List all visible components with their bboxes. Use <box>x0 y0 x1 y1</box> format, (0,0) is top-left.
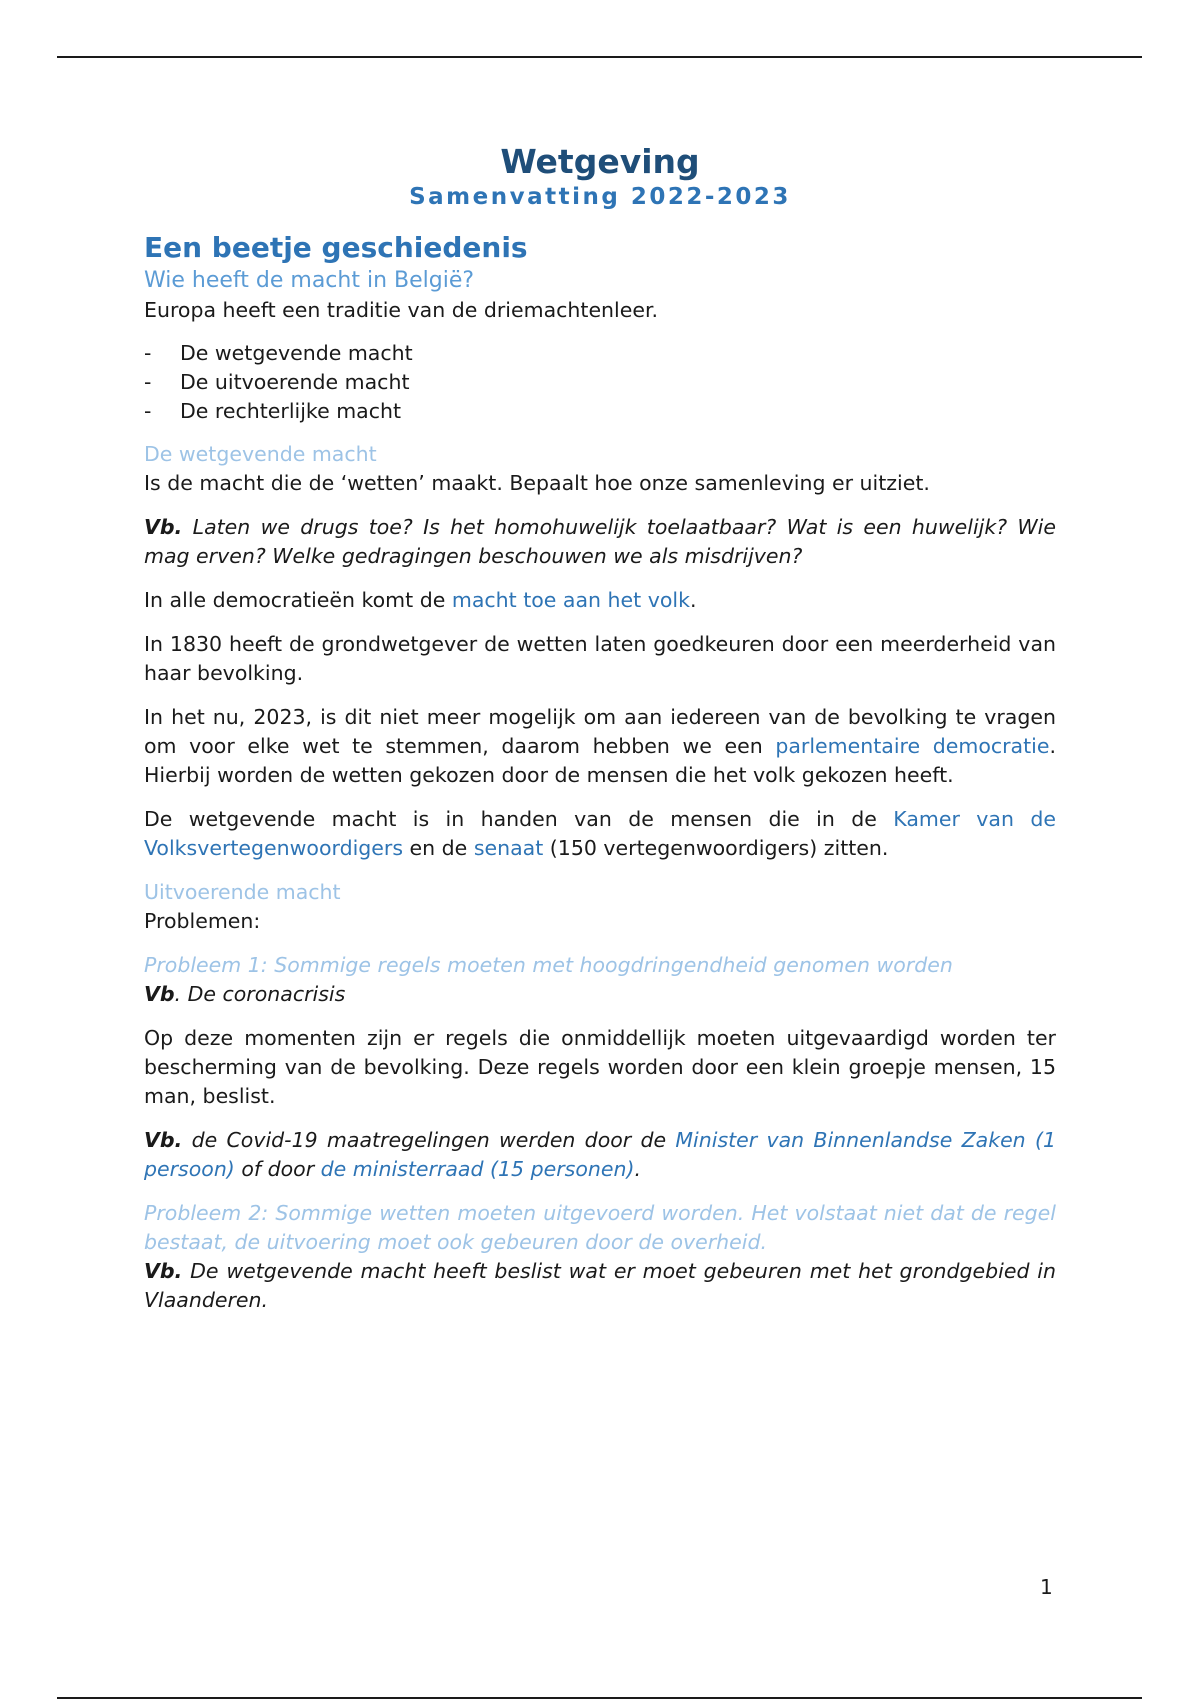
highlight-text: Minister van Binnenlandse Zaken (1 persoon) <box>144 1128 1056 1181</box>
text-span: In alle democratieën komt de <box>144 588 452 612</box>
text-span: In het nu, 2023, is dit niet meer mogelijk om aan iedereen van de bevolking te vragen om voor elke wet te stemmen, daarom hebben we een <box>144 705 1056 758</box>
paragraph-parlementaire <box>144 703 1056 790</box>
text-span: de Covid-19 maatregelingen werden door de <box>182 1128 676 1152</box>
section-heading-geschiedenis: Een beetje geschiedenis <box>144 231 528 264</box>
page-number: 1 <box>1040 1575 1053 1599</box>
list-item: - De wetgevende macht <box>144 339 1056 368</box>
heading-wetgevende-macht: De wetgevende macht <box>144 442 377 466</box>
paragraph-momenten: Op deze momenten zijn er regels die onmiddellijk moeten uitgevaardigd worden ter bescherming van de bevolking. Deze regels worden door een klein groepje mensen, 15 man, beslist. <box>144 1026 1056 1108</box>
text-span: . <box>634 1157 641 1181</box>
text-span: (150 vertegenwoordigers) zitten. <box>543 836 889 860</box>
document-body <box>144 142 1056 1330</box>
paragraph-democratie <box>144 586 1056 615</box>
highlight-text: senaat <box>473 836 544 860</box>
header-rule <box>57 56 1142 58</box>
text-span: en de <box>403 836 474 860</box>
example-label: Vb. <box>144 515 183 539</box>
example-coronacrisis <box>144 980 1056 1009</box>
example-wetgevend <box>144 513 1056 571</box>
highlight-text: Kamer van de Volksvertegenwoordigers <box>144 807 1056 860</box>
subheading-macht-belgie: Wie heeft de macht in België? <box>144 268 475 293</box>
heading-probleem-2: Probleem 2: Sommige wetten moeten uitgevoerd worden. Het volstaat niet dat de regel bestaat, de uitvoering moet ook gebeuren door de overheid. <box>144 1201 1056 1254</box>
text-span: . <box>689 588 697 612</box>
intro-paragraph: Europa heeft een traditie van de driemachtenleer. <box>144 298 659 322</box>
paragraph-problemen: Problemen: <box>144 909 261 933</box>
example-text: Laten we drugs toe? Is het homohuwelijk toelaatbaar? Wat is een huwelijk? Wie mag erven? Welke gedragingen beschouwen we als misdrijven? <box>144 515 1056 568</box>
example-label: Vb <box>144 982 175 1006</box>
highlight-text: parlementaire democratie <box>775 734 1050 758</box>
powers-list <box>144 339 1056 426</box>
example-text: . De coronacrisis <box>174 982 346 1006</box>
document-title: Wetgeving <box>500 142 700 181</box>
example-covid <box>144 1126 1056 1184</box>
heading-uitvoerende-macht: Uitvoerende macht <box>144 880 341 904</box>
example-label: Vb. <box>144 1128 183 1152</box>
heading-probleem-1: Probleem 1: Sommige regels moeten met hoogdringendheid genomen worden <box>144 953 953 977</box>
example-label: Vb. <box>144 1259 183 1283</box>
text-span: of door <box>234 1157 321 1181</box>
example-text: De wetgevende macht heeft beslist wat er moet gebeuren met het grondgebied in Vlaanderen. <box>144 1259 1056 1312</box>
list-item: - De rechterlijke macht <box>144 397 1056 426</box>
highlight-text: de ministerraad (15 personen) <box>320 1157 635 1181</box>
highlight-text: macht toe aan het volk <box>451 588 690 612</box>
document-subtitle: Samenvatting 2022-2023 <box>409 184 791 210</box>
paragraph-wetgevend-definition: Is de macht die de ‘wetten’ maakt. Bepaalt hoe onze samenleving er uitziet. <box>144 471 930 495</box>
example-grondgebied <box>144 1257 1056 1315</box>
text-span: . Hierbij worden de wetten gekozen door de mensen die het volk gekozen heeft. <box>144 734 1056 787</box>
footer-rule <box>57 1697 1142 1699</box>
paragraph-1830: In 1830 heeft de grondwetgever de wetten laten goedkeuren door een meerderheid van haar bevolking. <box>144 632 1056 685</box>
paragraph-kamer <box>144 805 1056 863</box>
text-span: De wetgevende macht is in handen van de mensen die in de <box>144 807 894 831</box>
list-item: - De uitvoerende macht <box>144 368 1056 397</box>
